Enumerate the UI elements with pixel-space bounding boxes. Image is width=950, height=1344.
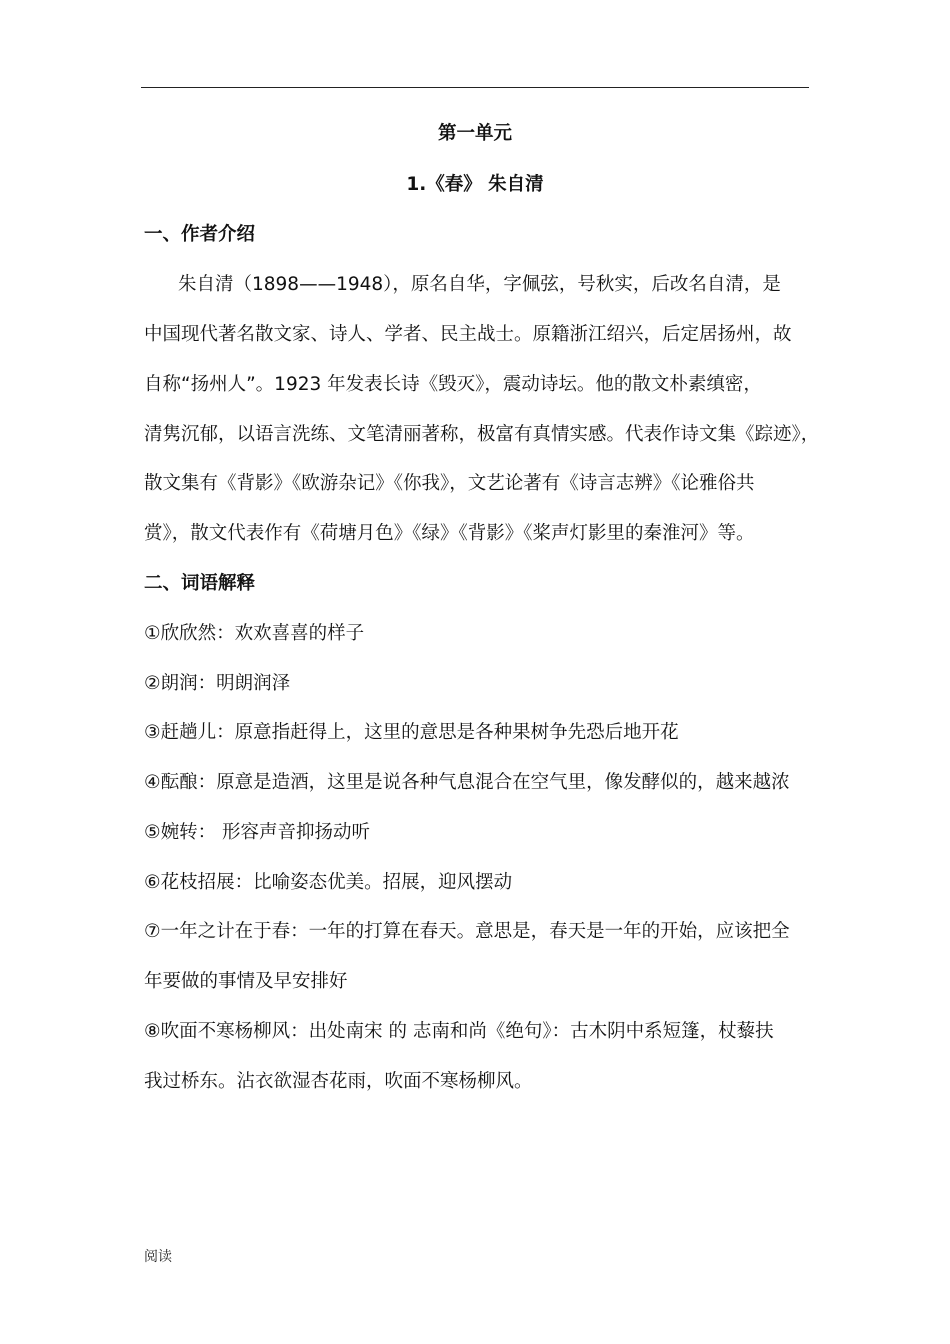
- vocabulary-item: ⑧吹面不寒杨柳风：出处南宋 的 志南和尚《绝句》：古木阴中系短篷，杖藜扶: [144, 1021, 774, 1042]
- vocabulary-item: ②朗润：明朗润泽: [144, 673, 291, 694]
- section-heading-vocabulary: 二、词语解释: [144, 573, 256, 594]
- footer-text: 阅读: [144, 1249, 172, 1265]
- header-rule: [141, 87, 809, 88]
- author-paragraph-line: 散文集有《背影》《欧游杂记》《你我》，文艺论著有《诗言志辨》《论雅俗共: [144, 473, 755, 494]
- vocabulary-item: ④酝酿：原意是造酒，这里是说各种气息混合在空气里，像发酵似的，越来越浓: [144, 772, 790, 793]
- vocabulary-item: ⑤婉转： 形容声音抑扬动听: [144, 822, 370, 843]
- author-paragraph-line: 赏》，散文代表作有《荷塘月色》《绿》《背影》《桨声灯影里的秦淮河》等。: [144, 523, 755, 544]
- author-paragraph-line: 中国现代著名散文家、诗人、学者、民主战士。原籍浙江绍兴，后定居扬州，故: [144, 324, 792, 345]
- vocabulary-item-continued: 我过桥东。沾衣欲湿杏花雨，吹面不寒杨柳风。: [144, 1071, 533, 1092]
- unit-title: 第一单元: [437, 123, 512, 144]
- vocabulary-item: ⑦一年之计在于春：一年的打算在春天。意思是，春天是一年的开始，应该把全: [144, 921, 790, 942]
- vocabulary-item: ⑥花枝招展：比喻姿态优美。招展，迎风摆动: [144, 872, 513, 893]
- author-paragraph-line: 自称“扬州人”。1923 年发表长诗《毁灭》，震动诗坛。他的散文朴素缜密，: [144, 374, 762, 395]
- lesson-title: 1.《春》 朱自清: [406, 174, 544, 195]
- vocabulary-item-continued: 年要做的事情及早安排好: [144, 971, 348, 992]
- vocabulary-item: ①欣欣然：欢欢喜喜的样子: [144, 623, 365, 644]
- author-paragraph-line: 朱自清（1898——1948），原名自华，字佩弦，号秋实，后改名自清，是: [178, 274, 781, 295]
- vocabulary-item: ③赶趟儿：原意指赶得上，这里的意思是各种果树争先恐后地开花: [144, 722, 679, 743]
- section-heading-author: 一、作者介绍: [144, 224, 256, 245]
- author-paragraph-line: 清隽沉郁，以语言洗练、文笔清丽著称，极富有真情实感。代表作诗文集《踪迹》，: [144, 424, 820, 445]
